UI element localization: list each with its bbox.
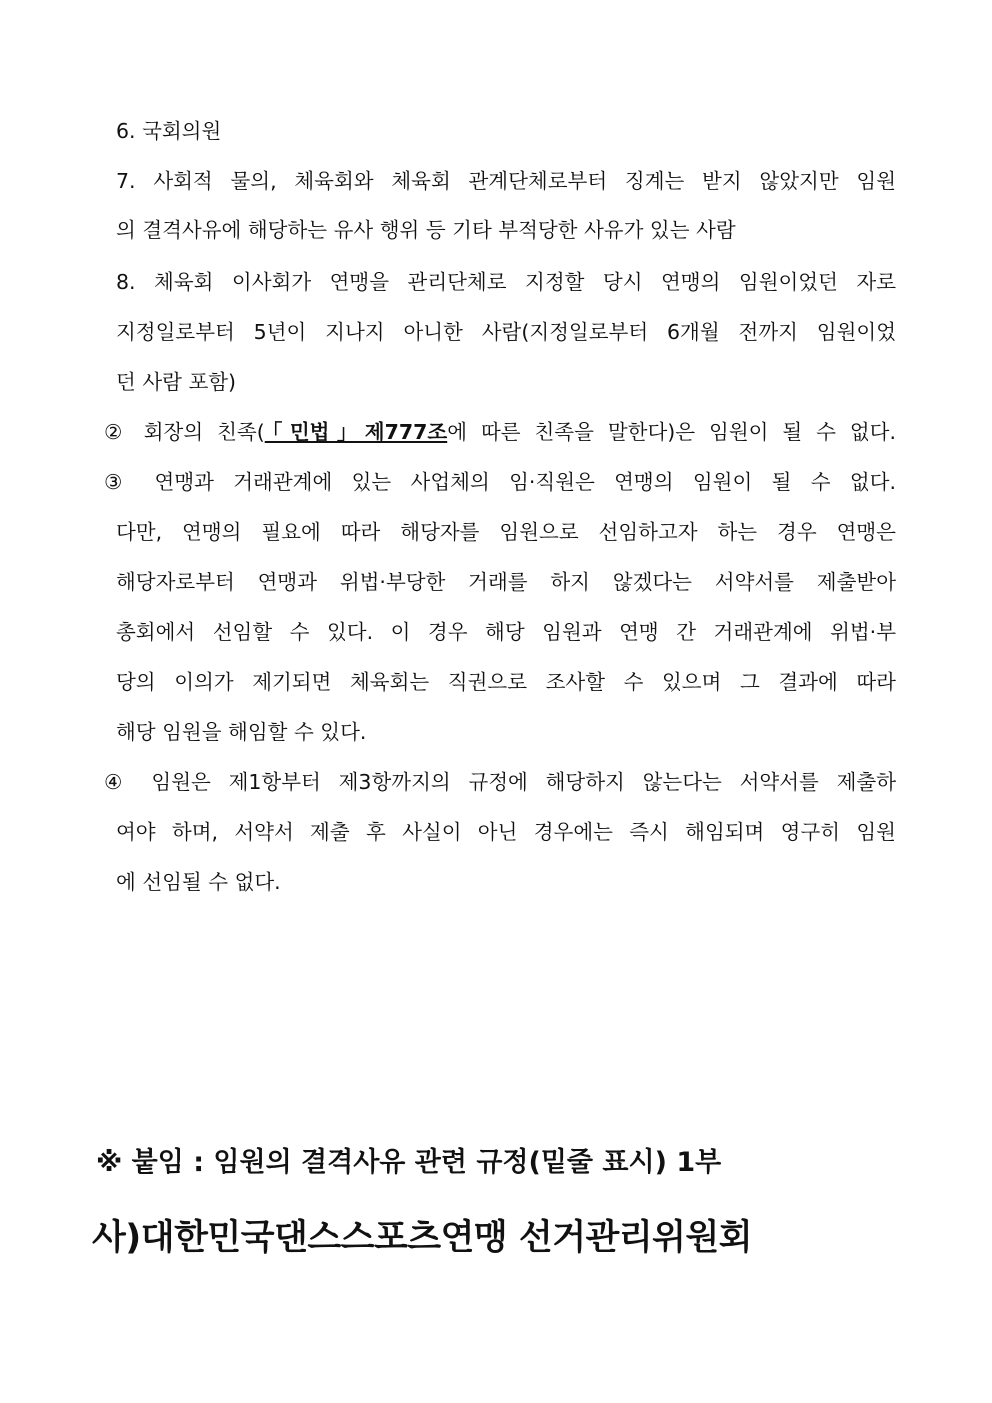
civil-law-reference: 「민법」제777조	[264, 420, 448, 444]
paragraph-4-line-3: 에 선임될 수 없다.	[116, 870, 281, 894]
item-8-line-1: 8. 체육회 이사회가 연맹을 관리단체로 지정할 당시 연맹의 임원이었던 자로	[116, 270, 896, 294]
item-8-line-2: 지정일로부터 5년이 지나지 아니한 사람(지정일로부터 6개월 전까지 임원이었	[116, 320, 896, 344]
paragraph-2-prefix: ② 회장의 친족(	[104, 420, 265, 444]
item-6: 6. 국회의원	[116, 119, 222, 143]
item-7-line-1: 7. 사회적 물의, 체육회와 체육회 관계단체로부터 징계는 받지 않았지만 임원	[116, 169, 896, 193]
paragraph-2-suffix: 에 따른 친족을 말한다)은 임원이 될 수 없다.	[447, 420, 896, 444]
paragraph-4-line-1: ④ 임원은 제1항부터 제3항까지의 규정에 해당하지 않는다는 서약서를 제출하	[104, 770, 896, 794]
paragraph-3-line-6: 해당 임원을 해임할 수 있다.	[116, 720, 367, 744]
paragraph-3-line-4: 총회에서 선임할 수 있다. 이 경우 해당 임원과 연맹 간 거래관계에 위법·부	[116, 620, 896, 644]
paragraph-2	[104, 418, 896, 446]
attachment-note: ※ 붙임 : 임원의 결격사유 관련 규정(밑줄 표시) 1부	[96, 1147, 722, 1178]
item-8-line-3: 던 사람 포함)	[116, 370, 237, 394]
organization-name: 사)대한민국댄스스포츠연맹 선거관리위원회	[92, 1218, 753, 1258]
paragraph-3-line-3: 해당자로부터 연맹과 위법·부당한 거래를 하지 않겠다는 서약서를 제출받아	[116, 570, 896, 594]
paragraph-3-line-1: ③ 연맹과 거래관계에 있는 사업체의 임·직원은 연맹의 임원이 될 수 없다.	[104, 470, 896, 494]
paragraph-3-line-2: 다만, 연맹의 필요에 따라 해당자를 임원으로 선임하고자 하는 경우 연맹은	[116, 520, 896, 544]
paragraph-3-line-5: 당의 이의가 제기되면 체육회는 직권으로 조사할 수 있으며 그 결과에 따라	[116, 670, 896, 694]
item-7-line-2: 의 결격사유에 해당하는 유사 행위 등 기타 부적당한 사유가 있는 사람	[116, 218, 736, 242]
paragraph-4-line-2: 여야 하며, 서약서 제출 후 사실이 아닌 경우에는 즉시 해임되며 영구히 임원	[116, 820, 896, 844]
